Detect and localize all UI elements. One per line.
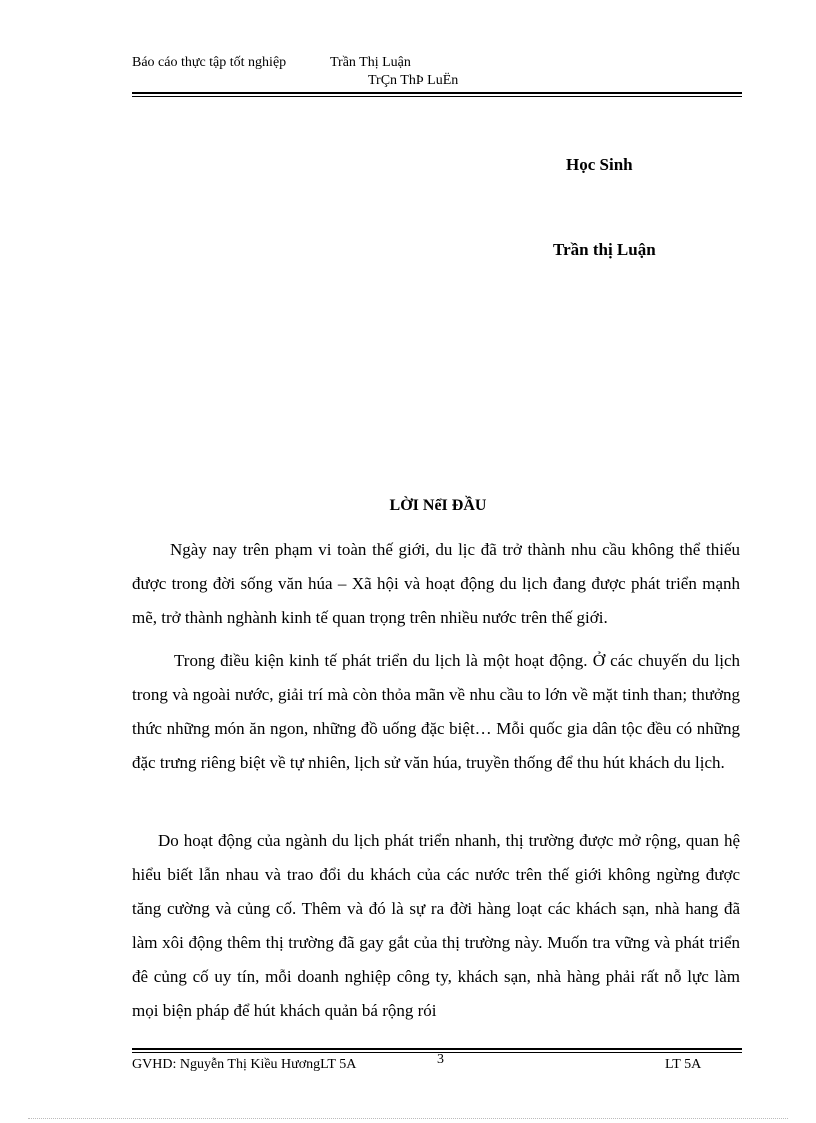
header-report-title: Báo cáo thực tập tốt nghiệp bbox=[132, 55, 287, 70]
paragraph-1: Ngày nay trên phạm vi toàn thế giới, du lịc đã trở thành nhu cầu không thể thiếu được trong đời sống văn húa – Xã hội và hoạt động du lịch đang được phát triển mạnh mẽ, trở thành nghành kinh tế quan trọng trên nhiều nước trên thế giới. bbox=[132, 540, 740, 627]
footer-class: LT 5A bbox=[665, 1057, 702, 1072]
section-heading: LỜI NểI ĐẦU bbox=[389, 497, 487, 514]
footer-page-number: 3 bbox=[437, 1052, 444, 1067]
header-rule-thin bbox=[132, 96, 742, 97]
header-author: Trần Thị Luận bbox=[330, 55, 411, 70]
header-rule-thick bbox=[132, 92, 742, 94]
footer-rule-thick bbox=[132, 1048, 742, 1050]
header-author-garbled: TrÇn ThÞ LuËn bbox=[368, 73, 459, 88]
cover-student-name: Trần thị Luận bbox=[553, 240, 656, 259]
page-bottom-dotted-line bbox=[28, 1118, 788, 1119]
cover-role: Học Sinh bbox=[566, 155, 633, 174]
paragraph-2: Trong điều kiện kinh tế phát triển du lịch là một hoạt động. Ở các chuyến du lịch trong và ngoài nước, giải trí mà còn thỏa mãn về nhu cầu to lớn về mặt tinh than; thưởng thức những món ăn ngon, những đồ uống đặc biệt… Mỗi quốc gia dân tộc đều có những đặc trưng riêng biệt về tự nhiên, lịch sử văn húa, truyền thống để thu hút khách du lịch. bbox=[132, 651, 740, 772]
paragraph-3: Do hoạt động của ngành du lịch phát triển nhanh, thị trường được mở rộng, quan hệ hiểu biết lẫn nhau và trao đổi du khách của các nước trên thế giới không ngừng được tăng cường và củng cố. Thêm và đó là sự ra đời hàng loạt các khách sạn, nhà hang đã làm xôi động thêm thị trường đã gay gắt của thị trường này. Muốn tra vững và phát triển đê củng cố uy tín, mỗi doanh nghiệp công ty, khách sạn, nhà hàng phải rất nỗ lực làm mọi biện pháp để hút khách quản bá rộng rói bbox=[132, 831, 740, 1020]
footer-advisor: GVHD: Nguyễn Thị Kiều HươngLT 5A bbox=[132, 1057, 357, 1072]
